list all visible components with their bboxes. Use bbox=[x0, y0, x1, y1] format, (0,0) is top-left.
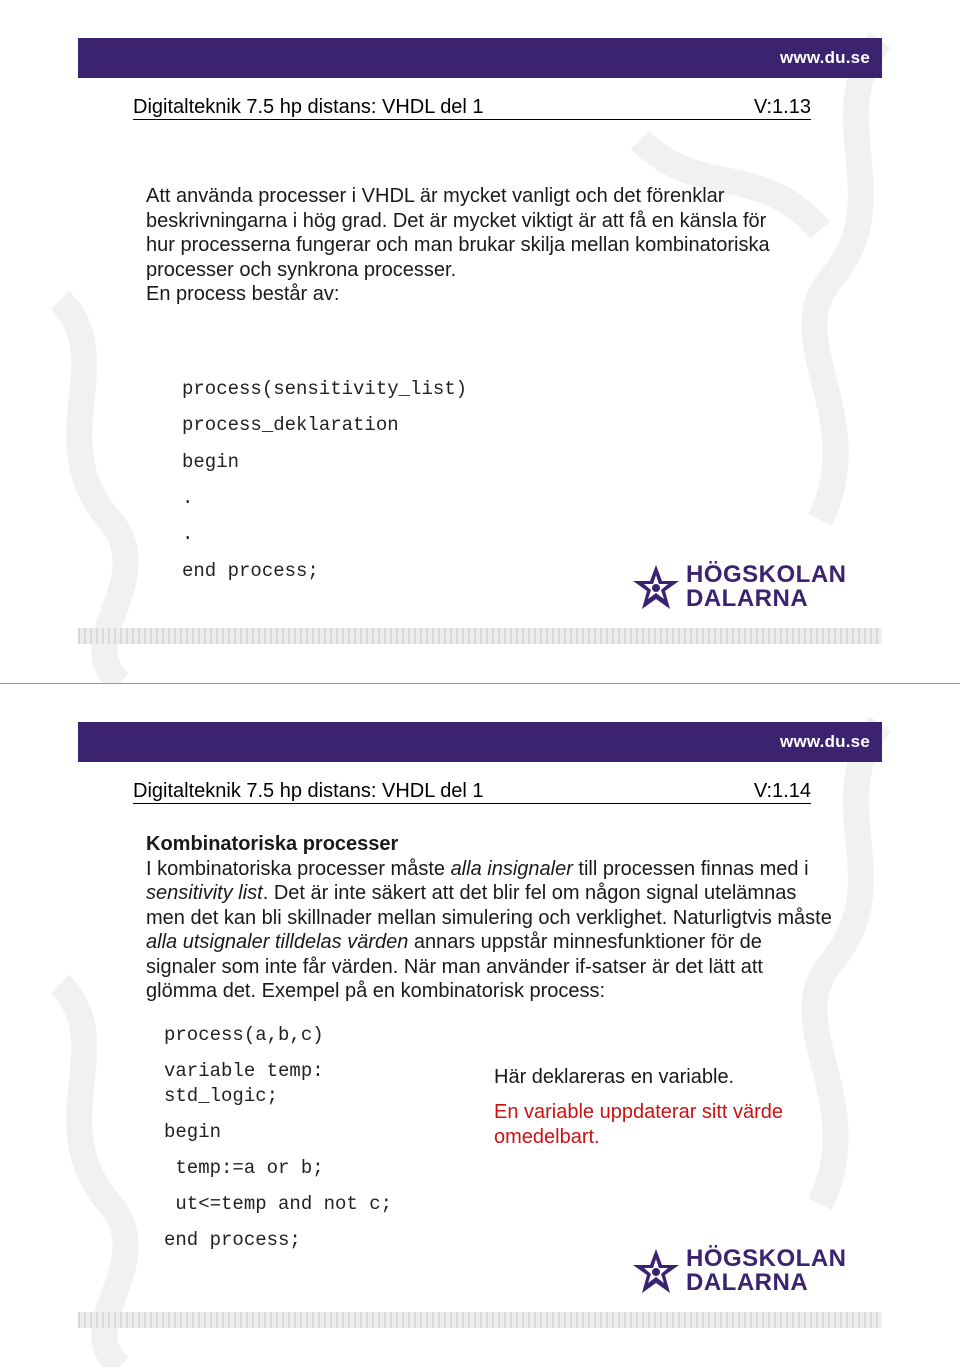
text-line: I kombinatoriska processer måste alla insignaler till processen finnas med i bbox=[146, 857, 809, 880]
text-line: men det kan bli skillnader mellan simulering och verklighet. Naturligtvis måste bbox=[146, 906, 832, 929]
variable-update-note: En variable uppdaterar sitt värde omedelbart. bbox=[494, 1101, 784, 1148]
code-line: std_logic; bbox=[164, 1085, 279, 1107]
header-bar bbox=[78, 38, 882, 78]
hogskolan-dalarna-logo bbox=[630, 1247, 860, 1299]
slide-title: Digitalteknik 7.5 hp distans: VHDL del 1 bbox=[133, 96, 484, 118]
code-line: process_deklaration bbox=[182, 414, 399, 436]
text-line: signaler som inte får värden. När man använder if-satser är det lätt att bbox=[146, 955, 763, 978]
variable-note: Här deklareras en variable. bbox=[494, 1066, 735, 1088]
logo-line-2: DALARNA bbox=[686, 1269, 809, 1296]
text-line: hur processerna fungerar och man brukar skilja mellan kombinatoriska bbox=[146, 234, 770, 256]
hogskolan-dalarna-logo bbox=[630, 563, 860, 615]
code-line: ut<=temp and not c; bbox=[164, 1193, 393, 1215]
text-line: glömma det. Exempel på en kombinatorisk process: bbox=[146, 980, 606, 1002]
slide-title: Digitalteknik 7.5 hp distans: VHDL del 1 bbox=[133, 780, 484, 802]
site-url[interactable]: www.du.se bbox=[780, 48, 870, 67]
code-line: . bbox=[182, 523, 194, 545]
section-heading: Kombinatoriska processer bbox=[146, 833, 399, 855]
text-line: beskrivningarna i hög grad. Det är mycket viktigt är att få en känsla för bbox=[146, 209, 767, 232]
code-line: process(sensitivity_list) bbox=[182, 378, 468, 400]
star-logo-icon bbox=[630, 563, 682, 613]
logo-line-1: HÖGSKOLAN bbox=[686, 561, 847, 588]
header-underline bbox=[133, 803, 811, 804]
slide-version: V:1.14 bbox=[753, 780, 811, 802]
header-bar bbox=[78, 722, 882, 762]
logo-line-1: HÖGSKOLAN bbox=[686, 1245, 847, 1272]
code-line: end process; bbox=[182, 560, 319, 582]
logo-line-2: DALARNA bbox=[686, 585, 809, 612]
code-line: end process; bbox=[164, 1229, 301, 1251]
slide-1 bbox=[0, 0, 960, 683]
code-line: variable temp: bbox=[164, 1060, 324, 1082]
text-line: Att använda processer i VHDL är mycket vanligt och det förenklar bbox=[146, 185, 725, 207]
text-line: En process består av: bbox=[146, 283, 340, 305]
site-url[interactable]: www.du.se bbox=[780, 732, 870, 751]
code-line: . bbox=[182, 487, 194, 509]
combinational-paragraph bbox=[146, 832, 832, 1004]
code-line: begin bbox=[182, 451, 240, 473]
footer-bar bbox=[78, 1312, 882, 1328]
header-underline bbox=[133, 119, 811, 120]
footer-bar bbox=[78, 628, 882, 644]
star-logo-icon bbox=[630, 1247, 682, 1297]
slide-version: V:1.13 bbox=[753, 96, 811, 118]
slide-2 bbox=[0, 684, 960, 1367]
text-line: processer och synkrona processer. bbox=[146, 258, 457, 281]
intro-paragraph bbox=[146, 184, 770, 307]
code-line: temp:=a or b; bbox=[164, 1157, 324, 1179]
text-line: sensitivity list. Det är inte säkert att det blir fel om någon signal utelämnas bbox=[146, 882, 797, 904]
code-line: process(a,b,c) bbox=[164, 1024, 324, 1046]
code-line: begin bbox=[164, 1121, 222, 1143]
text-line: alla utsignaler tilldelas värden annars uppstår minnesfunktioner för de bbox=[146, 931, 762, 953]
